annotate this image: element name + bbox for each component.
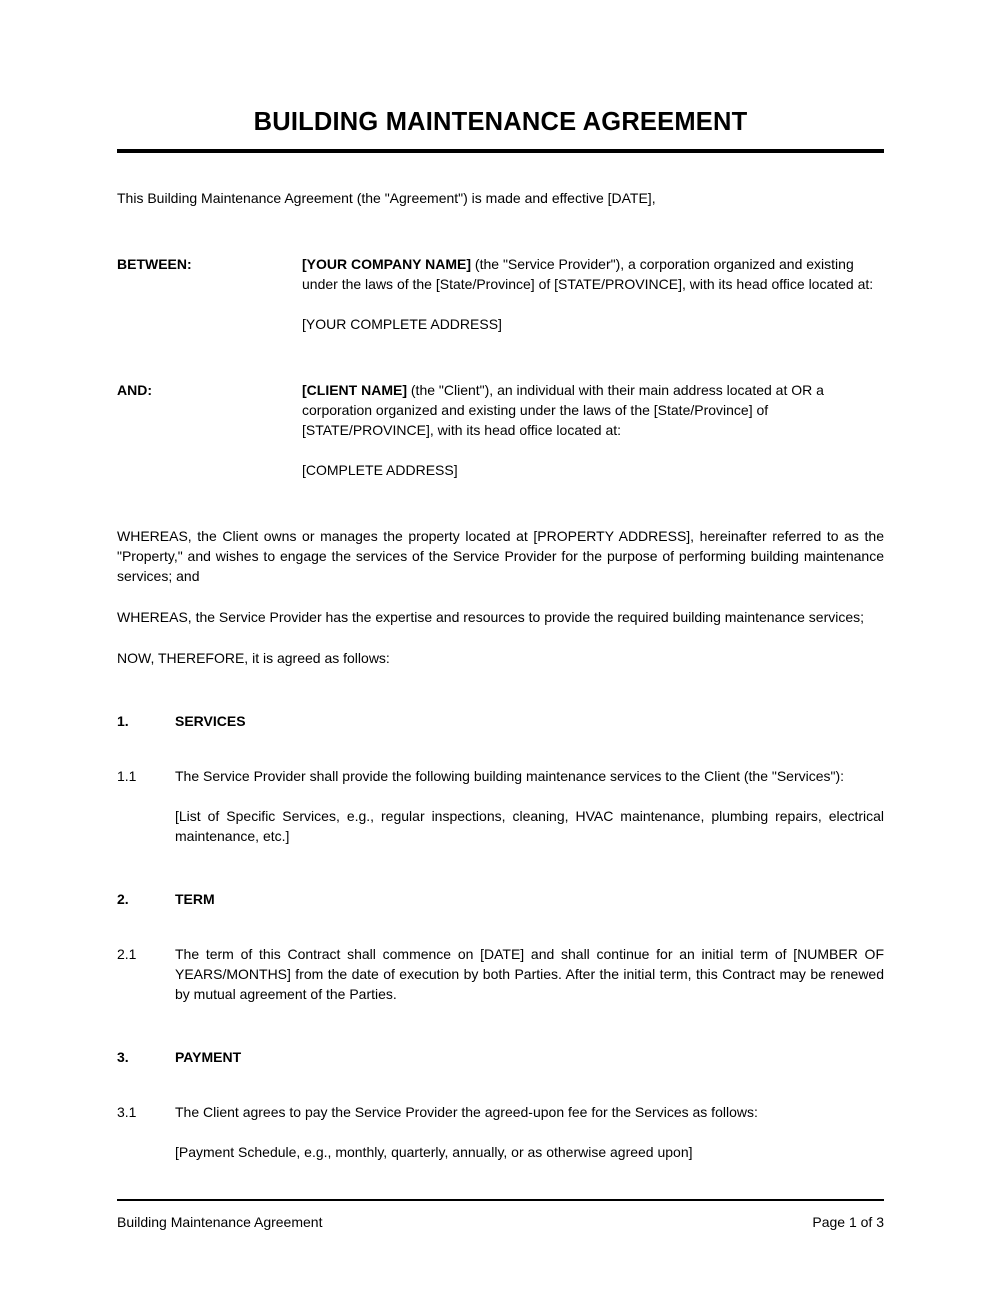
clause-text-3-1: The Client agrees to pay the Service Provider the agreed-upon fee for the Services as follows: <box>175 1104 758 1121</box>
clause-body-3-1 <box>175 1102 884 1162</box>
party-detail-client: (the "Client"), an individual with their main address located at OR a corporation organized and existing under the laws of the [State/Province] of [STATE/PROVINCE], with its head office located at: <box>302 382 824 439</box>
page-footer <box>117 1199 884 1232</box>
party-address-client: [COMPLETE ADDRESS] <box>302 462 458 479</box>
party-label-between: BETWEEN: <box>117 256 192 273</box>
clause-number-3-1: 3.1 <box>117 1104 137 1121</box>
recital-now-therefore: NOW, THEREFORE, it is agreed as follows: <box>117 650 390 667</box>
footer-document-name: Building Maintenance Agreement <box>117 1214 323 1230</box>
clause-body-2-1 <box>175 944 884 1004</box>
clause-body-1-1 <box>175 766 884 846</box>
clause-3-1 <box>117 1067 884 1162</box>
section-heading-payment <box>117 1047 884 1067</box>
recital-whereas-1: WHEREAS, the Client owns or manages the property located at [PROPERTY ADDRESS], hereinafter referred to as the "Property," and wishes to engage the services of the Service Provider for the purpose of performing building maintenance services; and <box>117 528 884 585</box>
section-number-1: 1. <box>117 713 129 730</box>
footer-row <box>117 1201 884 1232</box>
clause-number-2-1: 2.1 <box>117 946 137 963</box>
party-label-and: AND: <box>117 382 152 399</box>
footer-page-number: Page 1 of 3 <box>812 1214 884 1230</box>
party-detail-company: (the "Service Provider"), a corporation organized and existing under the laws of the [State/Province] of [STATE/PROVINCE], with its head office located at: <box>302 256 874 293</box>
intro-paragraph: This Building Maintenance Agreement (the "Agreement") is made and effective [DATE], <box>117 190 656 207</box>
section-heading-services <box>117 711 884 731</box>
party-body-and <box>302 380 884 480</box>
section-title-1: SERVICES <box>175 713 246 730</box>
section-services <box>117 668 884 846</box>
page-title: BUILDING MAINTENANCE AGREEMENT <box>253 108 748 136</box>
clause-text-2-1: The term of this Contract shall commence on [DATE] and shall continue for an initial term of [NUMBER OF YEARS/MONTHS] from the date of execution by both Parties. After the initial term, this Contract may be renewed by mutual agreement of the Parties. <box>175 946 884 1003</box>
party-address-company: [YOUR COMPLETE ADDRESS] <box>302 316 502 333</box>
document-content <box>117 0 884 1162</box>
party-block-and <box>117 334 884 480</box>
section-title-3: PAYMENT <box>175 1049 242 1066</box>
section-heading-term <box>117 889 884 909</box>
section-number-2: 2. <box>117 891 129 908</box>
section-title-2: TERM <box>175 891 215 908</box>
clause-2-1 <box>117 909 884 1004</box>
clause-text-1-1: The Service Provider shall provide the following building maintenance services to the Client (the "Services"): <box>175 768 845 785</box>
party-block-between <box>117 208 884 334</box>
party-body-between <box>302 254 884 334</box>
section-term <box>117 846 884 1004</box>
party-description-between <box>302 254 884 294</box>
party-name-company: [YOUR COMPANY NAME] <box>302 256 472 273</box>
recital-whereas-2: WHEREAS, the Service Provider has the expertise and resources to provide the required building maintenance services; <box>117 609 865 626</box>
section-payment <box>117 1004 884 1162</box>
clause-extra-3-1: [Payment Schedule, e.g., monthly, quarterly, annually, or as otherwise agreed upon] <box>175 1144 693 1161</box>
party-name-client: [CLIENT NAME] <box>302 382 407 399</box>
clause-extra-1-1: [List of Specific Services, e.g., regular inspections, cleaning, HVAC maintenance, plumbing repairs, electrical maintenance, etc.] <box>175 808 884 845</box>
clause-number-1-1: 1.1 <box>117 768 137 785</box>
clause-1-1 <box>117 731 884 846</box>
section-number-3: 3. <box>117 1049 129 1066</box>
recitals-block <box>117 480 884 668</box>
party-description-client <box>302 380 884 440</box>
